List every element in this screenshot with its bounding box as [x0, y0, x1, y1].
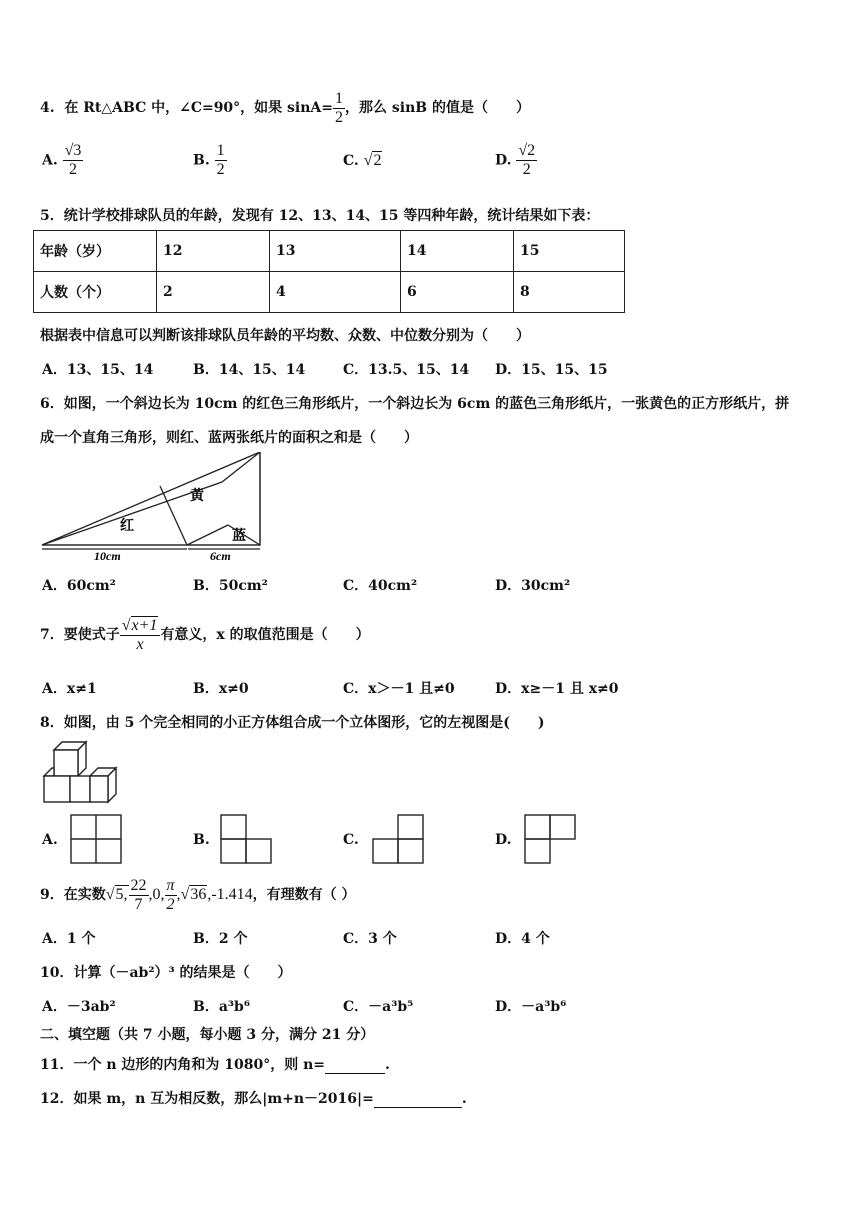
- q7-option-d: D．x≥－1 且 x≠0: [495, 681, 619, 697]
- q8-option-b-view: [220, 814, 276, 866]
- frac-den: 2: [69, 161, 78, 178]
- option-label: D.: [495, 152, 512, 169]
- q5-age-table: [33, 230, 625, 313]
- q6-stem-line2: 成一个直角三角形，则红、蓝两张纸片的面积之和是（ ）: [40, 430, 418, 446]
- q11-stem: [40, 1054, 390, 1074]
- q7-option-b: B．x≠0: [193, 681, 249, 697]
- table-row: [34, 272, 625, 313]
- q8-option-d-view: [524, 814, 580, 866]
- q7-option-c: C．x＞－1 且≠0: [343, 681, 455, 697]
- q4-option-b: [193, 142, 227, 179]
- q7-frac-den: x: [136, 635, 144, 653]
- option-label: A.: [42, 152, 58, 169]
- q4-fraction: [333, 90, 345, 127]
- table-cell: 人数（个）: [34, 272, 157, 313]
- red-length: 10cm: [94, 549, 121, 563]
- q9-option-b: B．2 个: [193, 931, 248, 947]
- table-cell: 4: [270, 272, 401, 313]
- q4-option-c: [343, 152, 382, 170]
- q4-number: 4.: [40, 100, 55, 116]
- q9-frac-pi-2: [165, 877, 177, 914]
- q9-sqrt5: √5,: [105, 886, 128, 903]
- q6-option-c: C．40cm²: [343, 578, 418, 594]
- table-cell: 8: [514, 272, 625, 313]
- q4-option-a: [42, 142, 83, 179]
- red-label: 红: [120, 519, 134, 534]
- q12-stem: [40, 1088, 467, 1108]
- q6-option-d: D．30cm²: [495, 578, 571, 594]
- frac-num: 1: [216, 142, 225, 159]
- q5-option-c: C．13.5、15、14: [343, 362, 470, 378]
- radicand: 2: [373, 152, 382, 169]
- q10-option-d: D．－a³b⁶: [495, 999, 567, 1015]
- q8-option-c-view: [372, 814, 428, 866]
- q5-stem: 5．统计学校排球队员的年龄，发现有 12、13、14、15 等四种年龄，统计结果如下表：: [40, 208, 600, 224]
- q9-zero: ,0,: [148, 886, 165, 903]
- blue-label: 蓝: [232, 529, 246, 544]
- frac-num: π: [166, 876, 175, 894]
- q4-frac-num: 1: [335, 89, 344, 107]
- frac-den: 7: [134, 895, 143, 913]
- q5-question: 根据表中信息可以判断该排球队员年龄的平均数、众数、中位数分别为（ ）: [40, 328, 530, 344]
- radicand: x+1: [131, 616, 158, 634]
- yellow-label: 黄: [190, 489, 204, 504]
- q6-option-b: B．50cm²: [193, 578, 268, 594]
- q12-text: 12．如果 m，n 互为相反数，那么|m+n－2016|=: [40, 1091, 374, 1107]
- option-label: D.: [495, 832, 512, 848]
- table-cell: 14: [401, 231, 514, 272]
- q4-d-fraction: [516, 142, 537, 179]
- q5-option-b: B．14、15、14: [193, 362, 306, 378]
- frac-den: 2: [216, 161, 225, 178]
- q9-stem-b: ，有理数有（ ）: [252, 887, 356, 903]
- q8-option-a: [42, 832, 58, 848]
- q4-c-sqrt: √2: [363, 152, 382, 169]
- table-cell: 6: [401, 272, 514, 313]
- q10-option-a: A．－3ab²: [42, 999, 116, 1015]
- section-heading: 二、填空题（共 7 小题，每小题 3 分，满分 21 分）: [40, 1027, 375, 1043]
- q10-stem: 10．计算（－ab²）³ 的结果是（ ）: [40, 965, 292, 981]
- q9-decimal: ,-1.414: [207, 886, 253, 903]
- blue-length: 6cm: [210, 549, 231, 563]
- radicand: 5,: [115, 886, 128, 903]
- q7-stem-b: 有意义，x 的取值范围是（ ）: [160, 627, 370, 643]
- q4-option-d: [495, 142, 537, 179]
- frac-num: 22: [130, 876, 147, 894]
- q4-stem-b: ，那么 sinB 的值是（ ）: [345, 100, 530, 116]
- q9-frac-22-7: [129, 877, 149, 914]
- option-label: C.: [343, 153, 359, 169]
- q4-b-fraction: [215, 142, 227, 179]
- q8-option-b: [193, 832, 210, 848]
- q12-answer-blank[interactable]: [374, 1091, 462, 1108]
- table-cell: 12: [157, 231, 270, 272]
- option-label: C.: [343, 832, 359, 848]
- q8-option-d: [495, 832, 512, 848]
- option-label: A.: [42, 832, 58, 848]
- q10-option-c: C．－a³b⁵: [343, 999, 414, 1015]
- q4-stem-a: 在 Rt△ABC 中，∠C=90°，如果 sinA=: [64, 100, 334, 116]
- table-cell: 15: [514, 231, 625, 272]
- option-label: B.: [193, 152, 210, 169]
- q7-frac-num: √x+1: [120, 617, 161, 636]
- q6-triangle-figure: [38, 452, 268, 564]
- frac-den: 2: [166, 895, 175, 913]
- q9-option-d: D．4 个: [495, 931, 550, 947]
- q5-option-d: D．15、15、15: [495, 362, 608, 378]
- table-cell: 年龄（岁）: [34, 231, 157, 272]
- q6-option-a: A．60cm²: [42, 578, 116, 594]
- q10-option-b: B．a³b⁶: [193, 999, 250, 1015]
- q6-stem-line1: 6．如图，一个斜边长为 10cm 的红色三角形纸片，一个斜边长为 6cm 的蓝色三角形纸片，一张黄色的正方形纸片，拼: [40, 396, 790, 412]
- q9-stem-a: 9．在实数: [40, 887, 106, 903]
- table-cell: 13: [270, 231, 401, 272]
- q7-stem: [40, 612, 370, 658]
- q8-option-c: [343, 832, 359, 848]
- frac-num: √2: [518, 142, 536, 159]
- q9-option-a: A．1 个: [42, 931, 96, 947]
- q9-stem: [40, 872, 356, 918]
- frac-den: 2: [522, 161, 531, 178]
- q7-stem-a: 7．要使式子: [40, 627, 120, 643]
- option-label: B.: [193, 832, 210, 848]
- q8-cube-figure: [40, 738, 120, 806]
- q9-option-c: C．3 个: [343, 931, 397, 947]
- q11-text: 11．一个 n 边形的内角和为 1080°，则 n=: [40, 1057, 326, 1073]
- radicand: 36: [190, 886, 207, 903]
- table-row: [34, 231, 625, 272]
- q4-frac-den: 2: [335, 108, 344, 126]
- q11-end: .: [385, 1057, 390, 1073]
- q7-fraction: [120, 617, 161, 654]
- q4-stem: [40, 88, 530, 128]
- frac-num: √3: [64, 142, 82, 159]
- q4-a-fraction: [63, 142, 84, 179]
- table-cell: 2: [157, 272, 270, 313]
- q5-option-a: A．13、15、14: [42, 362, 154, 378]
- q8-option-a-view: [70, 814, 124, 866]
- q11-answer-blank[interactable]: [325, 1057, 385, 1074]
- q12-end: .: [461, 1091, 467, 1107]
- q9-sqrt36: ,√36: [176, 886, 207, 903]
- q7-option-a: A．x≠1: [42, 681, 97, 697]
- q8-stem: 8．如图，由 5 个完全相同的小正方体组合成一个立体图形，它的左视图是( ): [40, 715, 545, 731]
